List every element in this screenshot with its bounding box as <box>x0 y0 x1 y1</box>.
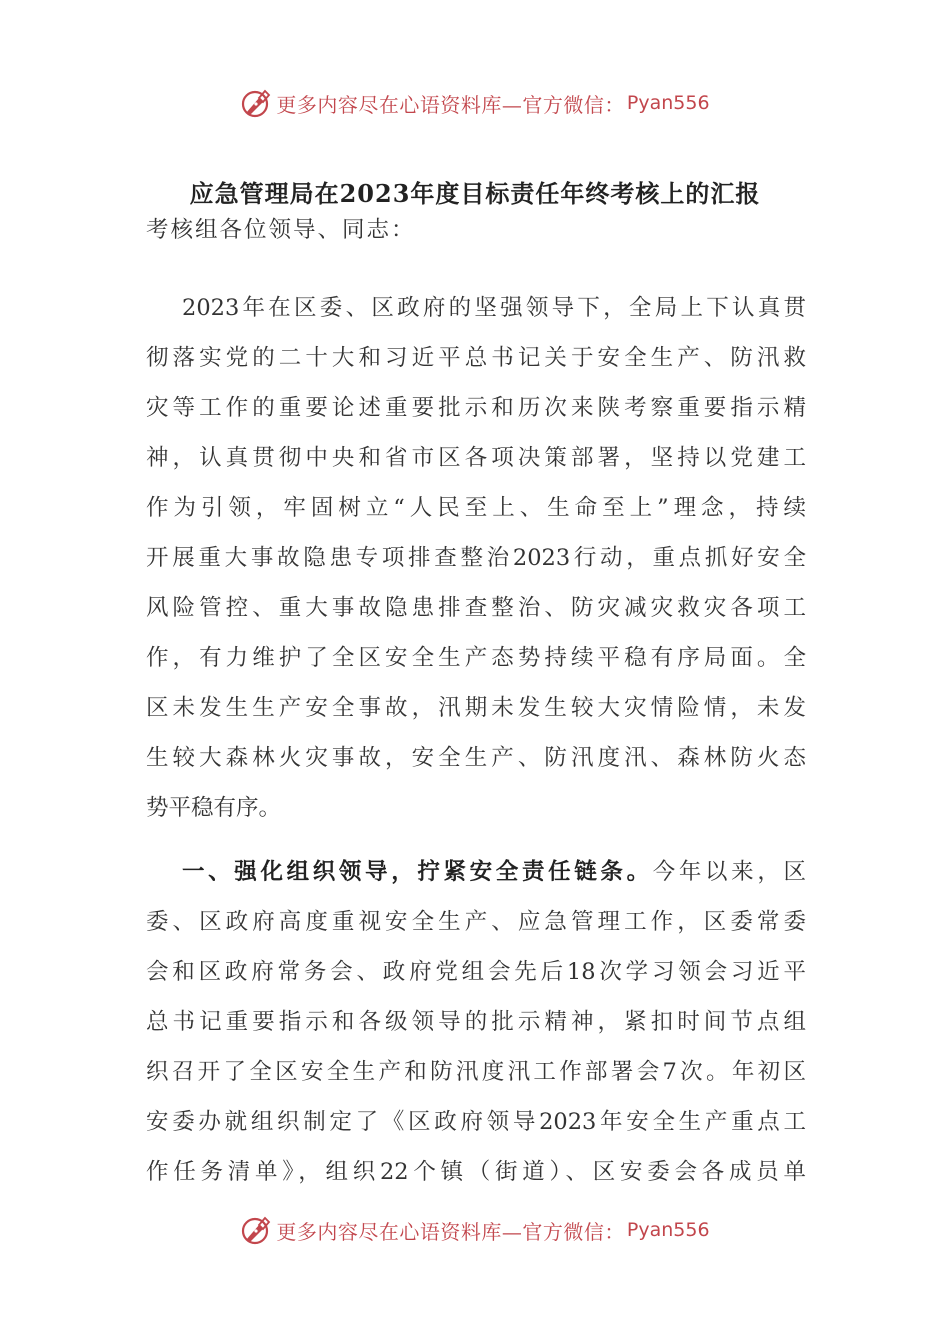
paragraph-1-line: 势平稳有序。 <box>146 795 282 821</box>
paragraph-2-line: 作任务清单》，组织22个镇（街道）、区安委会各成员单 <box>146 1159 806 1185</box>
paragraph-2-line: 会和区政府常务会、政府党组会先后18次学习领会习近平 <box>146 959 806 985</box>
document-body <box>146 283 806 1197</box>
salutation: 考核组各位领导、同志： <box>146 217 416 243</box>
paragraph-1-line: 作，有力维护了全区安全生产态势持续平稳有序局面。全 <box>146 645 806 671</box>
section-heading: 一、强化组织领导，拧紧安全责任链条。 <box>182 859 653 885</box>
paragraph-1-line: 生较大森林火灾事故，安全生产、防汛度汛、森林防火态 <box>146 745 806 771</box>
paragraph-2-line: 委、区政府高度重视安全生产、应急管理工作，区委常委 <box>146 909 806 935</box>
pen-nib-logo-icon <box>240 1214 272 1246</box>
paragraph-2-first-line <box>146 847 806 897</box>
paragraph-1-line: 灾等工作的重要论述重要批示和历次来陕考察重要指示精 <box>146 395 806 421</box>
paragraph-2-first-line-rest: 今年以来，区 <box>652 859 806 885</box>
paragraph-1-line: 2023年在区委、区政府的坚强领导下，全局上下认真贯 <box>182 295 806 321</box>
paragraph-2-line: 总书记重要指示和各级领导的批示精神，紧扣时间节点组 <box>146 1009 806 1035</box>
watermark-text: 更多内容尽在心语资料库—官方微信： <box>276 1219 625 1244</box>
watermark-header <box>0 86 950 120</box>
paragraph-2-line: 安委办就组织制定了《区政府领导2023年安全生产重点工 <box>146 1109 806 1135</box>
paragraph-1-line: 开展重大事故隐患专项排查整治2023行动，重点抓好安全 <box>146 545 806 571</box>
paragraph-2-line: 织召开了全区安全生产和防汛度汛工作部署会7次。年初区 <box>146 1059 806 1085</box>
document-title: 应急管理局在2023年度目标责任年终考核上的汇报 <box>189 179 761 208</box>
paragraph-1-line: 彻落实党的二十大和习近平总书记关于安全生产、防汛救 <box>146 345 806 371</box>
paragraph-1-line: 神，认真贯彻中央和省市区各项决策部署，坚持以党建工 <box>146 445 806 471</box>
paragraph-1-line: 作为引领，牢固树立“人民至上、生命至上”理念，持续 <box>146 495 806 521</box>
watermark-account: Pyan556 <box>626 1219 710 1241</box>
watermark-footer <box>0 1213 950 1247</box>
paragraph-1-line: 区未发生生产安全事故，汛期未发生较大灾情险情，未发 <box>146 695 806 721</box>
pen-nib-logo-icon <box>240 87 272 119</box>
watermark-text: 更多内容尽在心语资料库—官方微信： <box>276 92 625 117</box>
watermark-account: Pyan556 <box>626 92 710 114</box>
paragraph-1-line: 风险管控、重大事故隐患排查整治、防灾减灾救灾各项工 <box>146 595 806 621</box>
